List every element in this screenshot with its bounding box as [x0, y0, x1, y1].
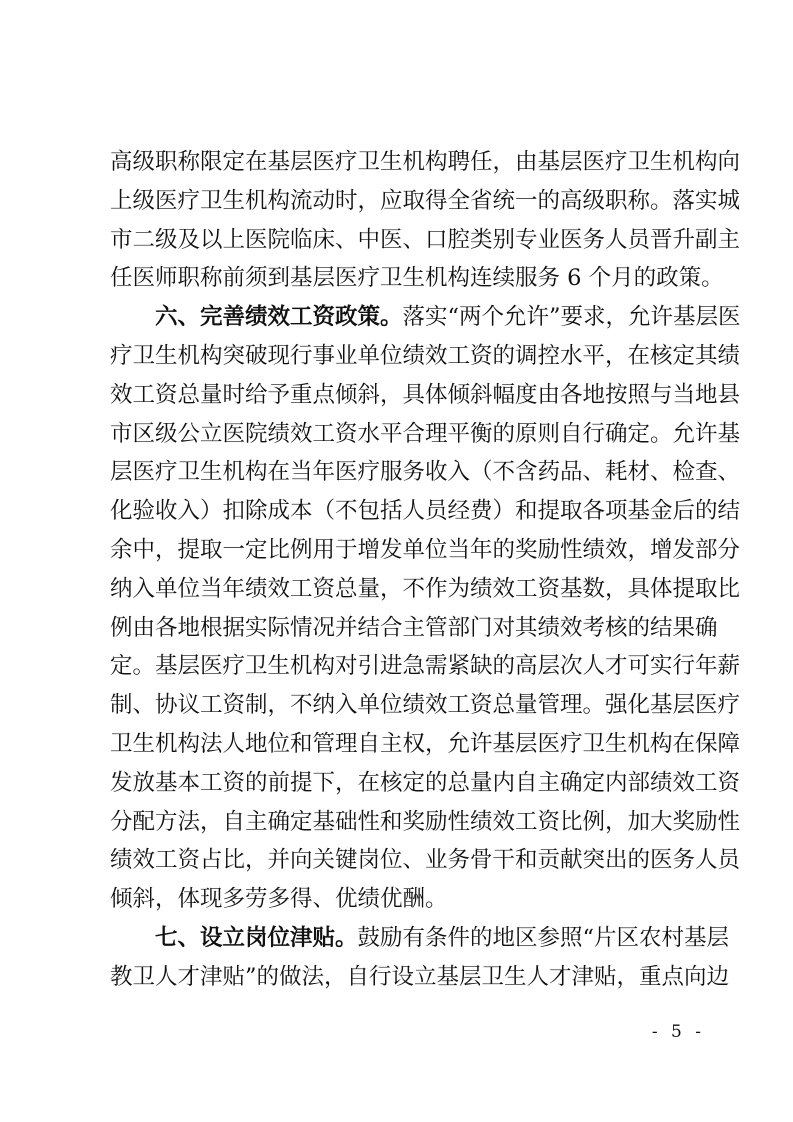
text-line: 发放基本工资的前提下，在核定的总量内自主确定内部绩效工资 — [110, 769, 741, 796]
text-line: 定。基层医疗卫生机构对引进急需紧缺的高层次人才可实行年薪 — [110, 653, 741, 680]
text-line: 市区级公立医院绩效工资水平合理平衡的原则自行确定。允许基 — [110, 420, 741, 447]
text-line: 倾斜，体现多劳多得、优绩优酬。 — [110, 886, 448, 913]
text-line: 制、协议工资制，不纳入单位绩效工资总量管理。强化基层医疗 — [110, 692, 741, 719]
section-seven-first-line — [110, 919, 730, 958]
text-line: 化验收入）扣除成本（不包括人员经费）和提取各项基金后的结 — [110, 498, 741, 525]
text-line: 疗卫生机构突破现行事业单位绩效工资的调控水平，在核定其绩 — [110, 342, 741, 369]
text-line: 分配方法，自主确定基础性和奖励性绩效工资比例，加大奖励性 — [110, 808, 741, 835]
text-line: 教卫人才津贴”的做法，自行设立基层卫生人才津贴，重点向边 — [110, 963, 730, 990]
page-number: - 5 - — [651, 1022, 705, 1042]
text-line: 高级职称限定在基层医疗卫生机构聘任，由基层医疗卫生机构向 — [110, 149, 741, 175]
text-line: 任医师职称前须到基层医疗卫生机构连续服务 6 个月的政策。 — [110, 265, 724, 292]
text-line: 层医疗卫生机构在当年医疗服务收入（不含药品、耗材、检查、 — [110, 459, 741, 486]
section-six-first-line-text: 落实“两个允许”要求，允许基层医 — [402, 304, 741, 331]
text-line: 例由各地根据实际情况并结合主管部门对其绩效考核的结果确 — [110, 614, 718, 641]
text-line: 效工资总量时给予重点倾斜，具体倾斜幅度由各地按照与当地县 — [110, 381, 741, 408]
section-six-first-line — [110, 298, 741, 337]
text-line: 余中，提取一定比例用于增发单位当年的奖励性绩效，增发部分 — [110, 536, 741, 563]
section-seven-first-line-text: 鼓励有条件的地区参照“片区农村基层 — [357, 924, 730, 951]
text-line: 市二级及以上医院临床、中医、口腔类别专业医务人员晋升副主 — [110, 226, 741, 253]
text-line: 卫生机构法人地位和管理自主权，允许基层医疗卫生机构在保障 — [110, 730, 741, 757]
section-six-heading: 六、完善绩效工资政策。 — [155, 304, 403, 331]
text-line: 纳入单位当年绩效工资总量，不作为绩效工资基数，具体提取比 — [110, 575, 741, 602]
text-line: 上级医疗卫生机构流动时，应取得全省统一的高级职称。落实城 — [110, 187, 741, 214]
text-line: 绩效工资占比，并向关键岗位、业务骨干和贡献突出的医务人员 — [110, 847, 741, 874]
section-seven-heading: 七、设立岗位津贴。 — [155, 924, 358, 951]
body-text — [110, 143, 741, 997]
